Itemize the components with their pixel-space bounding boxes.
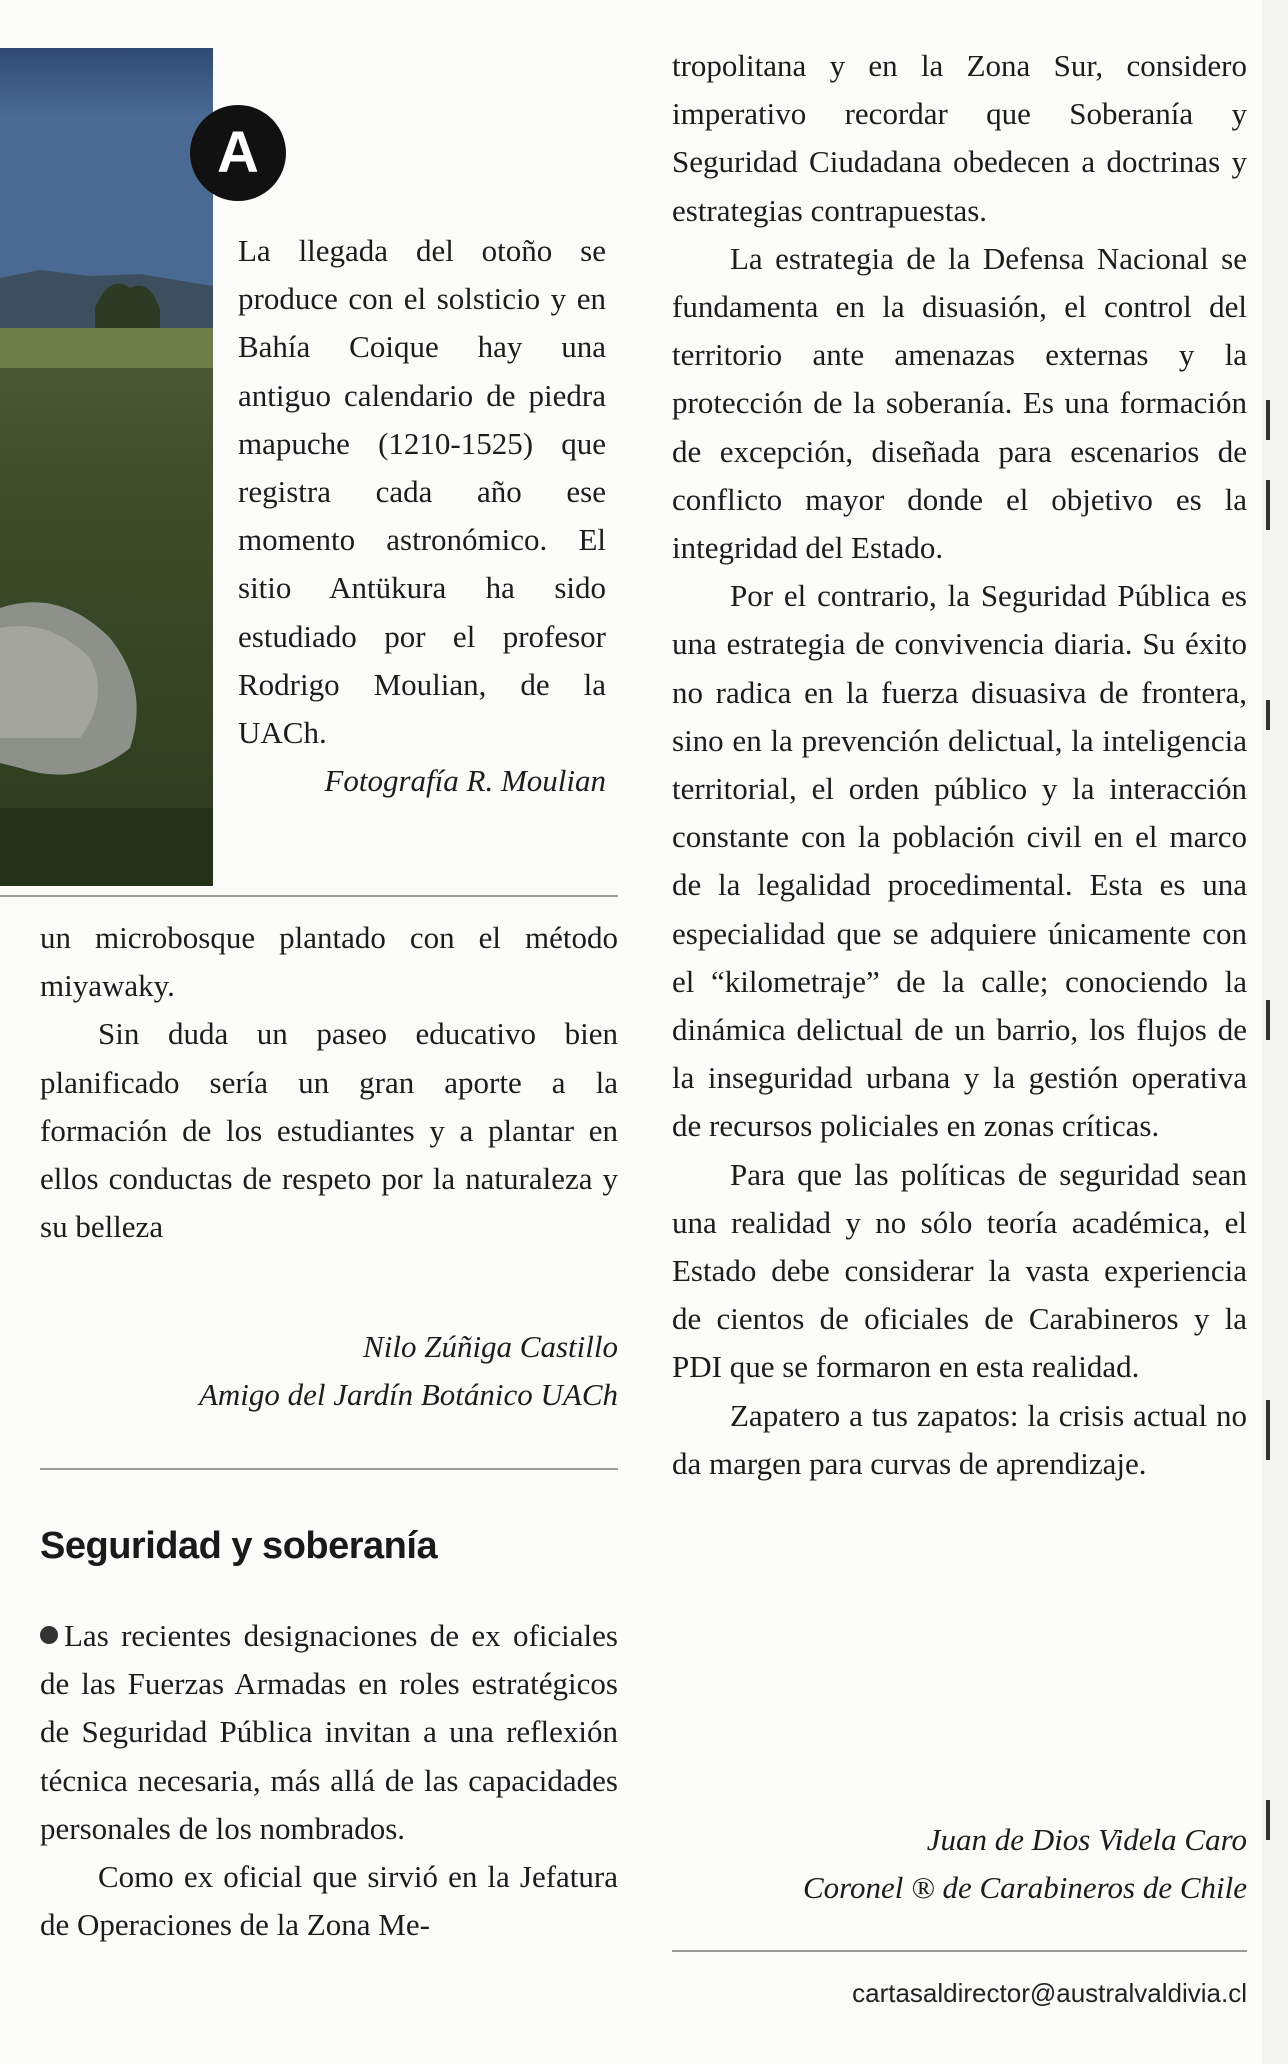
bullet-icon <box>40 1626 58 1644</box>
letter-body-left <box>40 1612 618 1949</box>
caption-text: La llegada del otoño se produce con el solsticio y en Bahía Coique hay una antiguo calendario de piedra mapuche (1210-1525) que registra cada año ese momento astronómico. El sitio Antükura ha sido estudiado por el profesor Rodrigo Moulian, de la UACh. <box>238 233 606 751</box>
previous-letter-body <box>40 914 618 1251</box>
contact-email[interactable]: cartasaldirector@australvaldivia.cl <box>852 1978 1247 2008</box>
letter-body-right <box>672 42 1247 1488</box>
paragraph: Zapatero a tus zapatos: la crisis actual no da margen para curvas de aprendizaje. <box>672 1397 1247 1481</box>
landscape-photo <box>0 48 213 886</box>
paragraph: Las recientes designaciones de ex oficiales de las Fuerzas Armadas en roles estratégicos de Seguridad Pública invitan a una reflexión técnica necesaria, más allá de las capacidades personales de los nombrados. <box>40 1618 618 1846</box>
adjacent-page-edge <box>1262 0 1288 2064</box>
paragraph: Por el contrario, la Seguridad Pública es una estrategia de convivencia diaria. Su éxito no radica en la fuerza disuasiva de frontera, sino en la prevención delictual, la inteligencia territorial, el orden público y la interacción constante con la población civil en el marco de la legalidad procedimental. Esta es una especialidad que se adquiere únicamente con el “kilometraje” de la calle; conociendo la dinámica delictual de un barrio, los flujos de la inseguridad urbana y la gestión operativa de recursos policiales en zonas críticas. <box>672 578 1247 1144</box>
paragraph: Sin duda un paseo educativo bien planificado sería un gran aporte a la formación de los estudiantes y a plantar en ellos conductas de respeto por la naturaleza y su belleza <box>40 1016 618 1245</box>
author-title: Coronel ® de Carabineros de Chile <box>802 1870 1247 1905</box>
letter-heading: Seguridad y soberanía <box>40 1525 438 1567</box>
paragraph: tropolitana y en la Zona Sur, considero imperativo recordar que Soberanía y Seguridad Ciudadana obedecen a doctrinas y estrategias contrapuestas. <box>672 48 1247 228</box>
previous-letter-signature <box>40 1323 618 1419</box>
divider-photo <box>0 895 618 897</box>
divider-letters <box>40 1468 618 1470</box>
photo-caption <box>238 227 606 805</box>
paragraph: un microbosque plantado con el método miyawaky. <box>40 920 618 1004</box>
author-name: Juan de Dios Videla Caro <box>926 1822 1247 1857</box>
paragraph: Como ex oficial que sirvió en la Jefatura de Operaciones de la Zona Me- <box>40 1859 618 1943</box>
paragraph: Para que las políticas de seguridad sean una realidad y no sólo teoría académica, el Estado debe considerar la vasta experiencia de cientos de oficiales de Carabineros y la PDI que se formaron en esta realidad. <box>672 1156 1247 1385</box>
author-title: Amigo del Jardín Botánico UACh <box>198 1377 618 1412</box>
paragraph: La estrategia de la Defensa Nacional se fundamenta en la disuasión, el control del territorio ante amenazas externas y la protección de la soberanía. Es una formación de excepción, diseñada para escenarios de conflicto mayor donde el objetivo es la integridad del Estado. <box>672 240 1247 566</box>
photo-credit: Fotografía R. Moulian <box>324 763 606 799</box>
divider-email <box>672 1950 1247 1952</box>
section-badge: A <box>190 105 286 201</box>
author-name: Nilo Zúñiga Castillo <box>363 1329 618 1364</box>
letter-signature <box>672 1816 1247 1912</box>
